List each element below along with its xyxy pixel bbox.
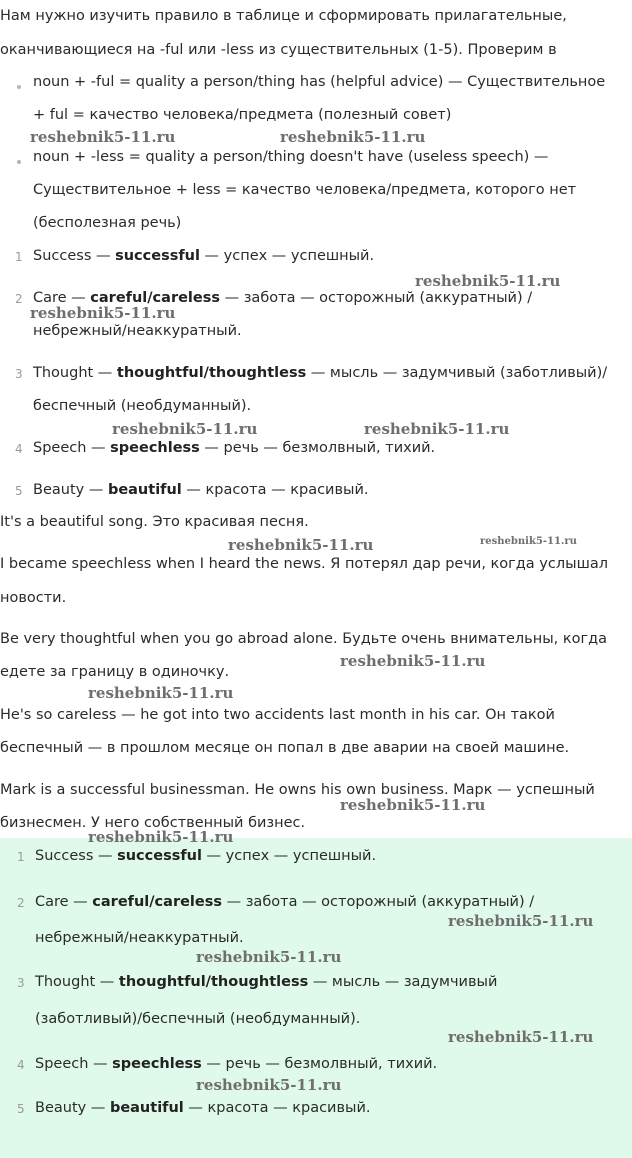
list-item-continuation: беспечный (необдуманный). (33, 398, 252, 414)
sentence-2: I became speechless when I heard the news. Я потерял дар речи, когда услышал (0, 556, 608, 572)
watermark: reshebnik5-11.ru (280, 128, 426, 146)
intro-line-1: Нам нужно изучить правило в таблице и сформировать прилагательные, (0, 8, 567, 24)
bullet-dot (17, 85, 21, 89)
list-item: Beauty — beautiful — красота — красивый. (35, 1100, 371, 1116)
list-item-number: 4 (15, 442, 23, 456)
list-item-number: 3 (17, 976, 25, 990)
sentence-3-cont: едете за границу в одиночку. (0, 664, 230, 680)
list-item-number: 1 (15, 250, 23, 264)
list-item: Beauty — beautiful — красота — красивый. (33, 482, 369, 498)
list-item: Success — successful — успех — успешный. (35, 848, 377, 864)
list-item-continuation: небрежный/неаккуратный. (35, 930, 244, 946)
list-item-number: 2 (17, 896, 25, 910)
watermark: reshebnik5-11.ru (88, 684, 234, 702)
list-item-number: 2 (15, 292, 23, 306)
list-item: Speech — speechless — речь — безмолвный, тихий. (35, 1056, 438, 1072)
watermark: reshebnik5-11.ru (30, 304, 176, 322)
rule-1-line-1: noun + -ful = quality a person/thing has (helpful advice) — Существительное (33, 74, 606, 90)
watermark: reshebnik5-11.ru (364, 420, 510, 438)
rule-1-line-2: + ful = качество человека/предмета (полезный совет) (33, 107, 452, 123)
list-item: Thought — thoughtful/thoughtless — мысль — задумчивый (заботливый)/ (33, 365, 608, 381)
watermark: reshebnik5-11.ru (196, 1076, 342, 1094)
list-item-number: 1 (17, 850, 25, 864)
list-item: Speech — speechless — речь — безмолвный, тихий. (33, 440, 436, 456)
list-item: Success — successful — успех — успешный. (33, 248, 375, 264)
watermark: reshebnik5-11.ru (340, 652, 486, 670)
sentence-2-cont: новости. (0, 590, 67, 606)
list-item: Thought — thoughtful/thoughtless — мысль — задумчивый (35, 974, 498, 990)
watermark: reshebnik5-11.ru (448, 912, 594, 930)
sentence-5-cont: бизнесмен. У него собственный бизнес. (0, 815, 306, 831)
watermark: reshebnik5-11.ru (196, 948, 342, 966)
watermark: reshebnik5-11.ru (228, 536, 374, 554)
list-item-number: 5 (15, 484, 23, 498)
watermark: reshebnik5-11.ru (30, 128, 176, 146)
list-item-continuation: небрежный/неаккуратный. (33, 323, 242, 339)
list-item: Care — careful/careless — забота — осторожный (аккуратный) / (35, 894, 535, 910)
sentence-1: It's a beautiful song. Это красивая песня. (0, 514, 309, 530)
rule-2-line-2: Существительное + less = качество человека/предмета, которого нет (33, 182, 577, 198)
sentence-3: Be very thoughtful when you go abroad alone. Будьте очень внимательны, когда (0, 631, 608, 647)
bullet-dot (17, 160, 21, 164)
watermark: reshebnik5-11.ru (88, 828, 234, 846)
rule-2-line-3: (бесполезная речь) (33, 215, 182, 231)
list-item-number: 3 (15, 367, 23, 381)
list-item-number: 5 (17, 1102, 25, 1116)
watermark: reshebnik5-11.ru (448, 1028, 594, 1046)
watermark: reshebnik5-11.ru (112, 420, 258, 438)
sentence-4-cont: беспечный — в прошлом месяце он попал в две аварии на своей машине. (0, 740, 570, 756)
list-item-number: 4 (17, 1058, 25, 1072)
watermark: reshebnik5-11.ru (340, 796, 486, 814)
sentence-4: He's so careless — he got into two accidents last month in his car. Он такой (0, 707, 555, 723)
sentence-5: Mark is a successful businessman. He owns his own business. Марк — успешный (0, 782, 595, 798)
watermark: reshebnik5-11.ru (480, 536, 577, 547)
rule-2-line-1: noun + -less = quality a person/thing doesn't have (useless speech) — (33, 149, 549, 165)
watermark: reshebnik5-11.ru (415, 272, 561, 290)
list-item: Care — careful/careless — забота — осторожный (аккуратный) / (33, 290, 533, 306)
list-item-continuation: (заботливый)/беспечный (необдуманный). (35, 1011, 361, 1027)
intro-line-2: оканчивающиеся на -ful или -less из существительных (1-5). Проверим в (0, 42, 557, 58)
